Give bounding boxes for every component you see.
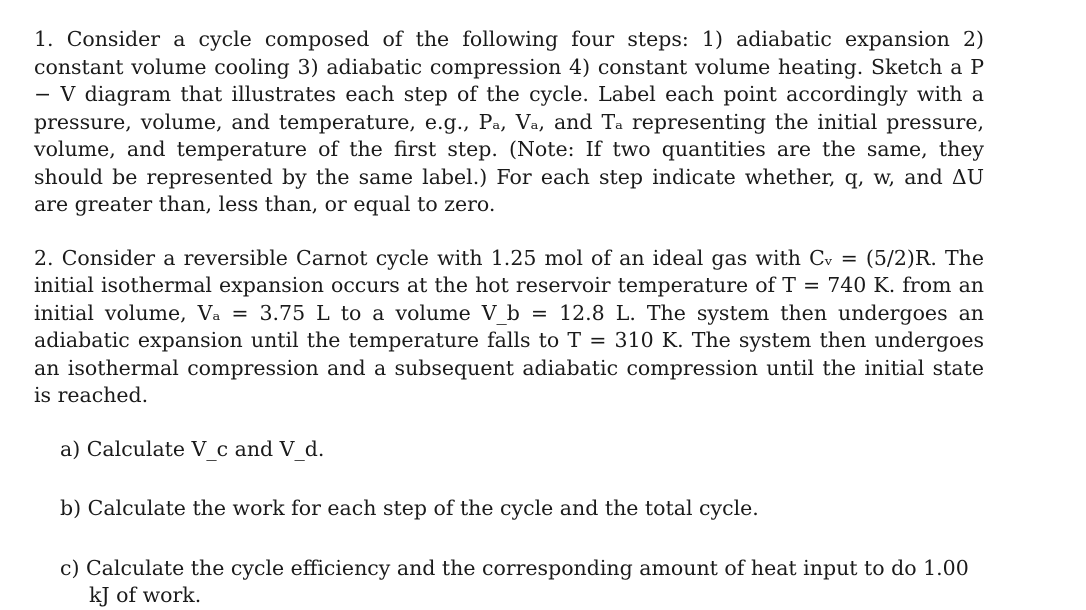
problem-set	[34, 26, 984, 610]
problem-2a-text: a) Calculate V_c and V_d.	[60, 436, 325, 461]
problem-1-text: 1. Consider a cycle composed of the following four steps: 1) adiabatic expansion 2) constant volume cooling 3) adiabatic compression 4) constant volume heating. Sketch a P − V diagram that illustrates each step of the cycle. Label each point accordingly with a pressure, volume, and temperature, e.g., Pₐ, Vₐ, and Tₐ representing the initial pressure, volume, and temperature of the first step. (Note: If two quantities are the same, they should be represented by the same label.) For each step indicate whether, q, w, and ΔU are greater than, less than, or equal to zero.	[34, 27, 984, 216]
problem-2c-text: c) Calculate the cycle efficiency and the corresponding amount of heat input to do 1.00 kJ of work.	[60, 555, 969, 607]
problem-2-text: 2. Consider a reversible Carnot cycle with 1.25 mol of an ideal gas with Cᵥ = (5/2)R. The initial isothermal expansion occurs at the hot reservoir temperature of T = 740 K. from an initial volume, Vₐ = 3.75 L to a volume V_b = 12.8 L. The system then undergoes an adiabatic expansion until the temperature falls to T = 310 K. The system then undergoes an isothermal compression and a subsequent adiabatic compression until the initial state is reached.	[34, 245, 984, 407]
problem-2b-text: b) Calculate the work for each step of the cycle and the total cycle.	[60, 496, 759, 520]
